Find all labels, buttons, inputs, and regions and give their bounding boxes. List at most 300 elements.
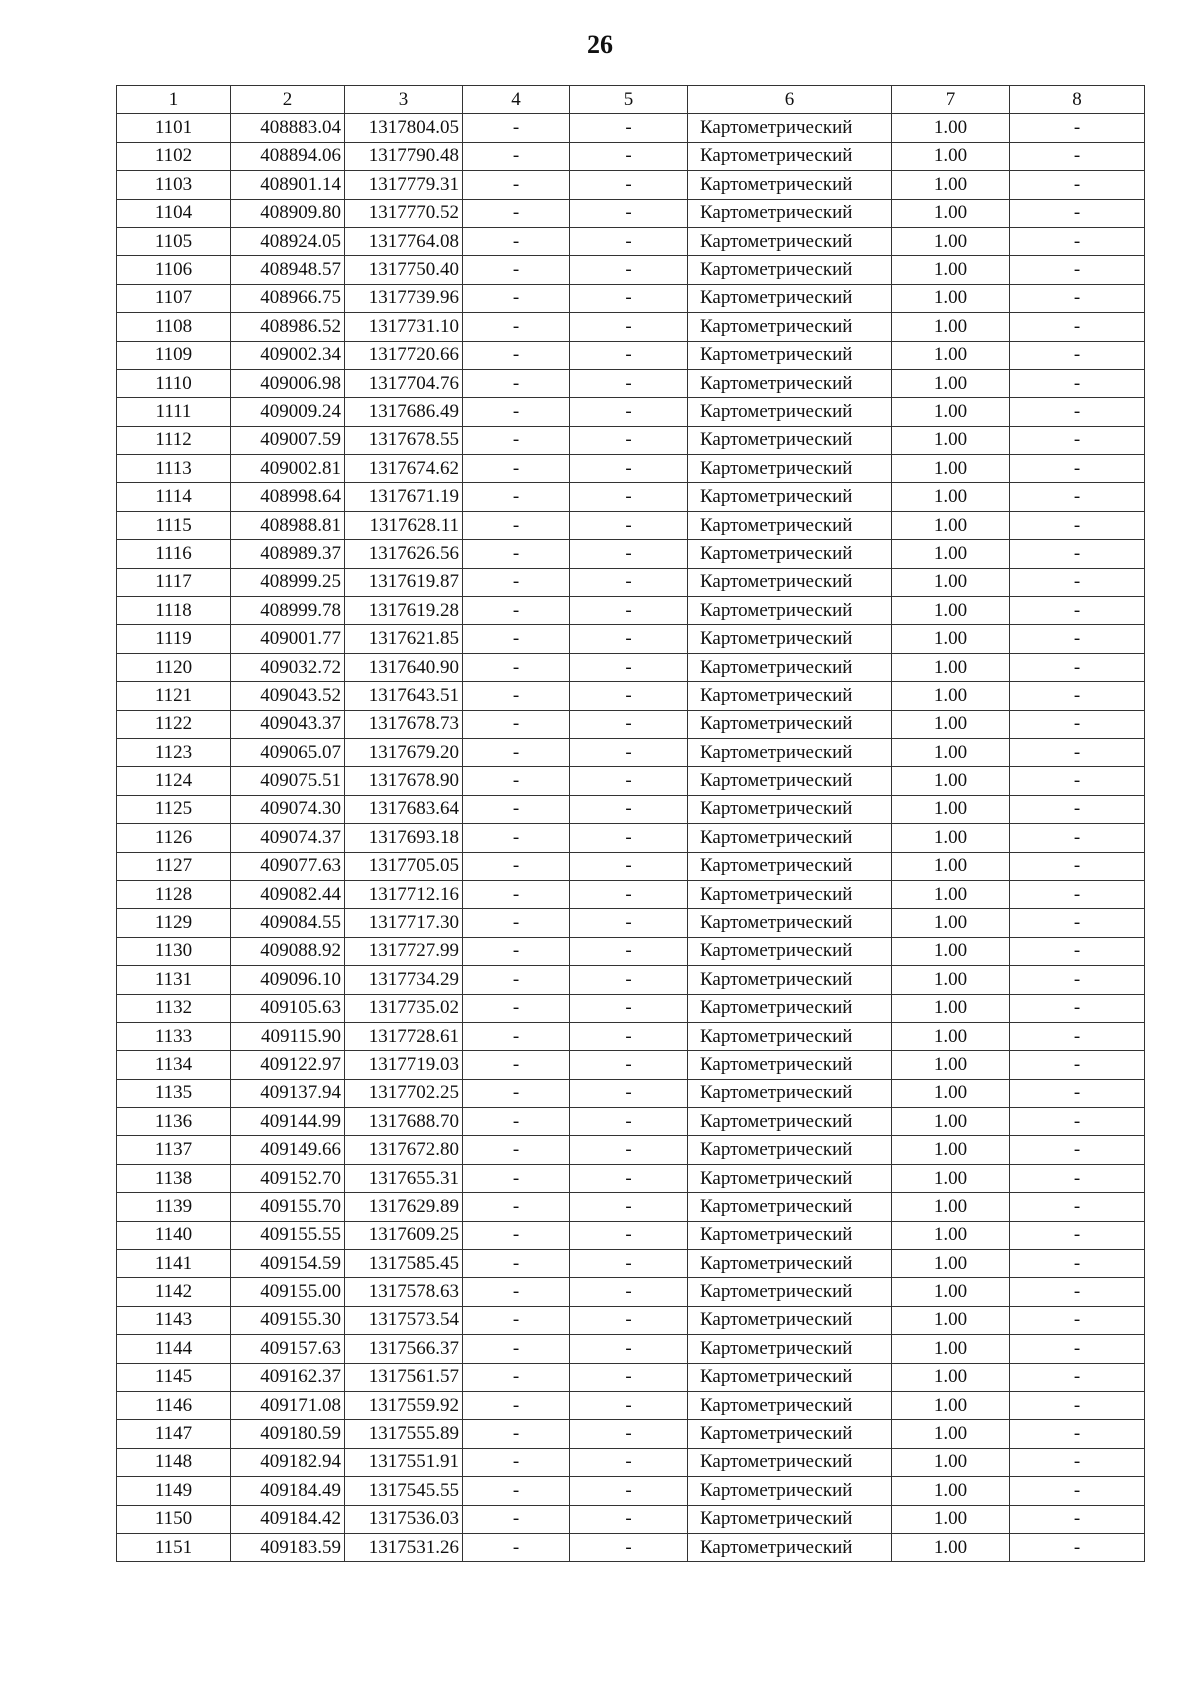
x-coordinate-cell: 409074.37 <box>231 824 345 852</box>
accuracy-cell: 1.00 <box>892 1505 1010 1533</box>
method-cell: Картометрический <box>688 1335 892 1363</box>
col8-cell: - <box>1010 909 1145 937</box>
method-cell: Картометрический <box>688 909 892 937</box>
y-coordinate-cell: 1317683.64 <box>345 795 463 823</box>
table-row <box>117 568 1145 596</box>
column-header: 7 <box>892 86 1010 114</box>
col8-cell: - <box>1010 284 1145 312</box>
col5-cell: - <box>570 682 688 710</box>
col8-cell: - <box>1010 1136 1145 1164</box>
table-row <box>117 1250 1145 1278</box>
accuracy-cell: 1.00 <box>892 142 1010 170</box>
col5-cell: - <box>570 1335 688 1363</box>
col4-cell: - <box>463 341 570 369</box>
col4-cell: - <box>463 455 570 483</box>
x-coordinate-cell: 408989.37 <box>231 540 345 568</box>
point-number-cell: 1135 <box>117 1079 231 1107</box>
col5-cell: - <box>570 966 688 994</box>
accuracy-cell: 1.00 <box>892 1278 1010 1306</box>
x-coordinate-cell: 409074.30 <box>231 795 345 823</box>
accuracy-cell: 1.00 <box>892 199 1010 227</box>
page-number: 26 <box>587 30 613 59</box>
point-number-cell: 1146 <box>117 1391 231 1419</box>
table-row <box>117 1022 1145 1050</box>
accuracy-cell: 1.00 <box>892 1448 1010 1476</box>
col8-cell: - <box>1010 1051 1145 1079</box>
point-number-cell: 1123 <box>117 738 231 766</box>
point-number-cell: 1149 <box>117 1477 231 1505</box>
col5-cell: - <box>570 1051 688 1079</box>
x-coordinate-cell: 409001.77 <box>231 625 345 653</box>
y-coordinate-cell: 1317536.03 <box>345 1505 463 1533</box>
col4-cell: - <box>463 1051 570 1079</box>
point-number-cell: 1121 <box>117 682 231 710</box>
col4-cell: - <box>463 1022 570 1050</box>
col8-cell: - <box>1010 1420 1145 1448</box>
col8-cell: - <box>1010 1448 1145 1476</box>
accuracy-cell: 1.00 <box>892 483 1010 511</box>
col8-cell: - <box>1010 597 1145 625</box>
accuracy-cell: 1.00 <box>892 114 1010 142</box>
method-cell: Картометрический <box>688 369 892 397</box>
y-coordinate-cell: 1317720.66 <box>345 341 463 369</box>
point-number-cell: 1106 <box>117 256 231 284</box>
method-cell: Картометрический <box>688 568 892 596</box>
col5-cell: - <box>570 1079 688 1107</box>
x-coordinate-cell: 409115.90 <box>231 1022 345 1050</box>
col8-cell: - <box>1010 1022 1145 1050</box>
table-row <box>117 142 1145 170</box>
col4-cell: - <box>463 1477 570 1505</box>
col5-cell: - <box>570 880 688 908</box>
point-number-cell: 1120 <box>117 653 231 681</box>
y-coordinate-cell: 1317779.31 <box>345 171 463 199</box>
accuracy-cell: 1.00 <box>892 1136 1010 1164</box>
point-number-cell: 1143 <box>117 1306 231 1334</box>
x-coordinate-cell: 408883.04 <box>231 114 345 142</box>
method-cell: Картометрический <box>688 994 892 1022</box>
col5-cell: - <box>570 426 688 454</box>
method-cell: Картометрический <box>688 1164 892 1192</box>
column-header: 6 <box>688 86 892 114</box>
x-coordinate-cell: 409009.24 <box>231 398 345 426</box>
column-header: 8 <box>1010 86 1145 114</box>
col5-cell: - <box>570 1420 688 1448</box>
x-coordinate-cell: 408999.25 <box>231 568 345 596</box>
accuracy-cell: 1.00 <box>892 1420 1010 1448</box>
y-coordinate-cell: 1317678.90 <box>345 767 463 795</box>
col8-cell: - <box>1010 369 1145 397</box>
col8-cell: - <box>1010 114 1145 142</box>
point-number-cell: 1105 <box>117 227 231 255</box>
col5-cell: - <box>570 1278 688 1306</box>
x-coordinate-cell: 409002.81 <box>231 455 345 483</box>
method-cell: Картометрический <box>688 966 892 994</box>
col5-cell: - <box>570 937 688 965</box>
table-row <box>117 341 1145 369</box>
accuracy-cell: 1.00 <box>892 426 1010 454</box>
col4-cell: - <box>463 852 570 880</box>
x-coordinate-cell: 409182.94 <box>231 1448 345 1476</box>
col5-cell: - <box>570 909 688 937</box>
accuracy-cell: 1.00 <box>892 625 1010 653</box>
y-coordinate-cell: 1317688.70 <box>345 1108 463 1136</box>
y-coordinate-cell: 1317705.05 <box>345 852 463 880</box>
y-coordinate-cell: 1317717.30 <box>345 909 463 937</box>
y-coordinate-cell: 1317619.28 <box>345 597 463 625</box>
y-coordinate-cell: 1317619.87 <box>345 568 463 596</box>
method-cell: Картометрический <box>688 1022 892 1050</box>
col4-cell: - <box>463 284 570 312</box>
x-coordinate-cell: 409149.66 <box>231 1136 345 1164</box>
y-coordinate-cell: 1317712.16 <box>345 880 463 908</box>
col4-cell: - <box>463 909 570 937</box>
point-number-cell: 1127 <box>117 852 231 880</box>
accuracy-cell: 1.00 <box>892 653 1010 681</box>
y-coordinate-cell: 1317545.55 <box>345 1477 463 1505</box>
x-coordinate-cell: 408924.05 <box>231 227 345 255</box>
method-cell: Картометрический <box>688 597 892 625</box>
accuracy-cell: 1.00 <box>892 1108 1010 1136</box>
col8-cell: - <box>1010 852 1145 880</box>
point-number-cell: 1137 <box>117 1136 231 1164</box>
method-cell: Картометрический <box>688 142 892 170</box>
col5-cell: - <box>570 1022 688 1050</box>
x-coordinate-cell: 409155.70 <box>231 1193 345 1221</box>
x-coordinate-cell: 409002.34 <box>231 341 345 369</box>
col8-cell: - <box>1010 227 1145 255</box>
y-coordinate-cell: 1317739.96 <box>345 284 463 312</box>
col5-cell: - <box>570 1448 688 1476</box>
x-coordinate-cell: 409065.07 <box>231 738 345 766</box>
method-cell: Картометрический <box>688 426 892 454</box>
method-cell: Картометрический <box>688 1136 892 1164</box>
point-number-cell: 1109 <box>117 341 231 369</box>
accuracy-cell: 1.00 <box>892 597 1010 625</box>
x-coordinate-cell: 408986.52 <box>231 313 345 341</box>
point-number-cell: 1103 <box>117 171 231 199</box>
accuracy-cell: 1.00 <box>892 710 1010 738</box>
col5-cell: - <box>570 795 688 823</box>
y-coordinate-cell: 1317804.05 <box>345 114 463 142</box>
y-coordinate-cell: 1317672.80 <box>345 1136 463 1164</box>
col4-cell: - <box>463 1221 570 1249</box>
y-coordinate-cell: 1317735.02 <box>345 994 463 1022</box>
accuracy-cell: 1.00 <box>892 1391 1010 1419</box>
col8-cell: - <box>1010 313 1145 341</box>
col5-cell: - <box>570 625 688 653</box>
col8-cell: - <box>1010 341 1145 369</box>
col5-cell: - <box>570 483 688 511</box>
table-body <box>117 114 1145 1562</box>
table-row <box>117 114 1145 142</box>
method-cell: Картометрический <box>688 880 892 908</box>
col4-cell: - <box>463 1420 570 1448</box>
method-cell: Картометрический <box>688 738 892 766</box>
col4-cell: - <box>463 597 570 625</box>
method-cell: Картометрический <box>688 341 892 369</box>
y-coordinate-cell: 1317561.57 <box>345 1363 463 1391</box>
table-row <box>117 852 1145 880</box>
method-cell: Картометрический <box>688 313 892 341</box>
col4-cell: - <box>463 994 570 1022</box>
x-coordinate-cell: 409032.72 <box>231 653 345 681</box>
y-coordinate-cell: 1317702.25 <box>345 1079 463 1107</box>
col8-cell: - <box>1010 937 1145 965</box>
y-coordinate-cell: 1317609.25 <box>345 1221 463 1249</box>
col5-cell: - <box>570 738 688 766</box>
table-row <box>117 171 1145 199</box>
method-cell: Картометрический <box>688 852 892 880</box>
y-coordinate-cell: 1317578.63 <box>345 1278 463 1306</box>
y-coordinate-cell: 1317678.55 <box>345 426 463 454</box>
x-coordinate-cell: 409082.44 <box>231 880 345 908</box>
accuracy-cell: 1.00 <box>892 256 1010 284</box>
col4-cell: - <box>463 1108 570 1136</box>
table-row <box>117 1363 1145 1391</box>
accuracy-cell: 1.00 <box>892 738 1010 766</box>
col4-cell: - <box>463 142 570 170</box>
col8-cell: - <box>1010 625 1145 653</box>
table-row <box>117 1306 1145 1334</box>
col8-cell: - <box>1010 795 1145 823</box>
table-row <box>117 1420 1145 1448</box>
accuracy-cell: 1.00 <box>892 540 1010 568</box>
table-row <box>117 1193 1145 1221</box>
x-coordinate-cell: 409096.10 <box>231 966 345 994</box>
col5-cell: - <box>570 1306 688 1334</box>
column-header: 5 <box>570 86 688 114</box>
col8-cell: - <box>1010 1533 1145 1561</box>
point-number-cell: 1117 <box>117 568 231 596</box>
point-number-cell: 1140 <box>117 1221 231 1249</box>
col5-cell: - <box>570 114 688 142</box>
point-number-cell: 1148 <box>117 1448 231 1476</box>
col5-cell: - <box>570 341 688 369</box>
col8-cell: - <box>1010 1164 1145 1192</box>
y-coordinate-cell: 1317643.51 <box>345 682 463 710</box>
method-cell: Картометрический <box>688 540 892 568</box>
col8-cell: - <box>1010 171 1145 199</box>
accuracy-cell: 1.00 <box>892 1221 1010 1249</box>
accuracy-cell: 1.00 <box>892 966 1010 994</box>
col8-cell: - <box>1010 1306 1145 1334</box>
table-row <box>117 483 1145 511</box>
table-row <box>117 1278 1145 1306</box>
table-row <box>117 455 1145 483</box>
table-row <box>117 398 1145 426</box>
col5-cell: - <box>570 199 688 227</box>
method-cell: Картометрический <box>688 1448 892 1476</box>
table-row <box>117 795 1145 823</box>
col4-cell: - <box>463 625 570 653</box>
col4-cell: - <box>463 1278 570 1306</box>
col4-cell: - <box>463 795 570 823</box>
table-row <box>117 1448 1145 1476</box>
y-coordinate-cell: 1317728.61 <box>345 1022 463 1050</box>
table-row <box>117 767 1145 795</box>
table-row <box>117 284 1145 312</box>
x-coordinate-cell: 408948.57 <box>231 256 345 284</box>
table-row <box>117 511 1145 539</box>
method-cell: Картометрический <box>688 1108 892 1136</box>
y-coordinate-cell: 1317626.56 <box>345 540 463 568</box>
accuracy-cell: 1.00 <box>892 880 1010 908</box>
col4-cell: - <box>463 227 570 255</box>
accuracy-cell: 1.00 <box>892 398 1010 426</box>
x-coordinate-cell: 409183.59 <box>231 1533 345 1561</box>
col4-cell: - <box>463 1193 570 1221</box>
point-number-cell: 1147 <box>117 1420 231 1448</box>
point-number-cell: 1104 <box>117 199 231 227</box>
accuracy-cell: 1.00 <box>892 1193 1010 1221</box>
table-row <box>117 1533 1145 1561</box>
method-cell: Картометрический <box>688 1420 892 1448</box>
method-cell: Картометрический <box>688 1278 892 1306</box>
col8-cell: - <box>1010 511 1145 539</box>
x-coordinate-cell: 409157.63 <box>231 1335 345 1363</box>
col8-cell: - <box>1010 682 1145 710</box>
table-row <box>117 625 1145 653</box>
table-row <box>117 1477 1145 1505</box>
column-header: 2 <box>231 86 345 114</box>
x-coordinate-cell: 409171.08 <box>231 1391 345 1419</box>
x-coordinate-cell: 409043.37 <box>231 710 345 738</box>
accuracy-cell: 1.00 <box>892 1306 1010 1334</box>
x-coordinate-cell: 409180.59 <box>231 1420 345 1448</box>
point-number-cell: 1125 <box>117 795 231 823</box>
point-number-cell: 1130 <box>117 937 231 965</box>
x-coordinate-cell: 409152.70 <box>231 1164 345 1192</box>
accuracy-cell: 1.00 <box>892 1335 1010 1363</box>
table-row <box>117 227 1145 255</box>
table-row <box>117 1221 1145 1249</box>
accuracy-cell: 1.00 <box>892 369 1010 397</box>
point-number-cell: 1145 <box>117 1363 231 1391</box>
coordinates-table <box>116 85 1145 1562</box>
point-number-cell: 1124 <box>117 767 231 795</box>
accuracy-cell: 1.00 <box>892 227 1010 255</box>
col5-cell: - <box>570 540 688 568</box>
method-cell: Картометрический <box>688 1505 892 1533</box>
col8-cell: - <box>1010 966 1145 994</box>
col5-cell: - <box>570 1193 688 1221</box>
table-row <box>117 710 1145 738</box>
point-number-cell: 1114 <box>117 483 231 511</box>
x-coordinate-cell: 408901.14 <box>231 171 345 199</box>
col4-cell: - <box>463 710 570 738</box>
accuracy-cell: 1.00 <box>892 1022 1010 1050</box>
method-cell: Картометрический <box>688 937 892 965</box>
method-cell: Картометрический <box>688 1306 892 1334</box>
point-number-cell: 1126 <box>117 824 231 852</box>
x-coordinate-cell: 408998.64 <box>231 483 345 511</box>
accuracy-cell: 1.00 <box>892 1363 1010 1391</box>
col8-cell: - <box>1010 483 1145 511</box>
method-cell: Картометрический <box>688 1193 892 1221</box>
method-cell: Картометрический <box>688 199 892 227</box>
y-coordinate-cell: 1317628.11 <box>345 511 463 539</box>
x-coordinate-cell: 409105.63 <box>231 994 345 1022</box>
point-number-cell: 1111 <box>117 398 231 426</box>
y-coordinate-cell: 1317686.49 <box>345 398 463 426</box>
col4-cell: - <box>463 1533 570 1561</box>
column-header: 3 <box>345 86 463 114</box>
y-coordinate-cell: 1317719.03 <box>345 1051 463 1079</box>
col4-cell: - <box>463 767 570 795</box>
method-cell: Картометрический <box>688 1391 892 1419</box>
point-number-cell: 1139 <box>117 1193 231 1221</box>
col4-cell: - <box>463 313 570 341</box>
table-row <box>117 1391 1145 1419</box>
y-coordinate-cell: 1317585.45 <box>345 1250 463 1278</box>
col4-cell: - <box>463 1164 570 1192</box>
point-number-cell: 1118 <box>117 597 231 625</box>
table-row <box>117 738 1145 766</box>
method-cell: Картометрический <box>688 483 892 511</box>
accuracy-cell: 1.00 <box>892 682 1010 710</box>
method-cell: Картометрический <box>688 653 892 681</box>
col4-cell: - <box>463 1250 570 1278</box>
x-coordinate-cell: 409162.37 <box>231 1363 345 1391</box>
y-coordinate-cell: 1317679.20 <box>345 738 463 766</box>
y-coordinate-cell: 1317551.91 <box>345 1448 463 1476</box>
x-coordinate-cell: 408988.81 <box>231 511 345 539</box>
table-row <box>117 937 1145 965</box>
col8-cell: - <box>1010 1108 1145 1136</box>
col8-cell: - <box>1010 710 1145 738</box>
x-coordinate-cell: 409155.00 <box>231 1278 345 1306</box>
col8-cell: - <box>1010 256 1145 284</box>
point-number-cell: 1136 <box>117 1108 231 1136</box>
x-coordinate-cell: 409144.99 <box>231 1108 345 1136</box>
x-coordinate-cell: 409154.59 <box>231 1250 345 1278</box>
col5-cell: - <box>570 227 688 255</box>
y-coordinate-cell: 1317790.48 <box>345 142 463 170</box>
x-coordinate-cell: 409184.42 <box>231 1505 345 1533</box>
y-coordinate-cell: 1317555.89 <box>345 1420 463 1448</box>
x-coordinate-cell: 409137.94 <box>231 1079 345 1107</box>
point-number-cell: 1102 <box>117 142 231 170</box>
x-coordinate-cell: 409077.63 <box>231 852 345 880</box>
table-row <box>117 199 1145 227</box>
col8-cell: - <box>1010 653 1145 681</box>
x-coordinate-cell: 409006.98 <box>231 369 345 397</box>
col4-cell: - <box>463 511 570 539</box>
y-coordinate-cell: 1317566.37 <box>345 1335 463 1363</box>
accuracy-cell: 1.00 <box>892 994 1010 1022</box>
col5-cell: - <box>570 1108 688 1136</box>
accuracy-cell: 1.00 <box>892 313 1010 341</box>
column-header: 1 <box>117 86 231 114</box>
col8-cell: - <box>1010 767 1145 795</box>
x-coordinate-cell: 409122.97 <box>231 1051 345 1079</box>
col4-cell: - <box>463 966 570 994</box>
table-header-row <box>117 86 1145 114</box>
y-coordinate-cell: 1317704.76 <box>345 369 463 397</box>
col4-cell: - <box>463 398 570 426</box>
method-cell: Картометрический <box>688 1533 892 1561</box>
col5-cell: - <box>570 398 688 426</box>
accuracy-cell: 1.00 <box>892 568 1010 596</box>
method-cell: Картометрический <box>688 1250 892 1278</box>
y-coordinate-cell: 1317629.89 <box>345 1193 463 1221</box>
method-cell: Картометрический <box>688 114 892 142</box>
col4-cell: - <box>463 369 570 397</box>
col5-cell: - <box>570 824 688 852</box>
method-cell: Картометрический <box>688 284 892 312</box>
x-coordinate-cell: 409007.59 <box>231 426 345 454</box>
